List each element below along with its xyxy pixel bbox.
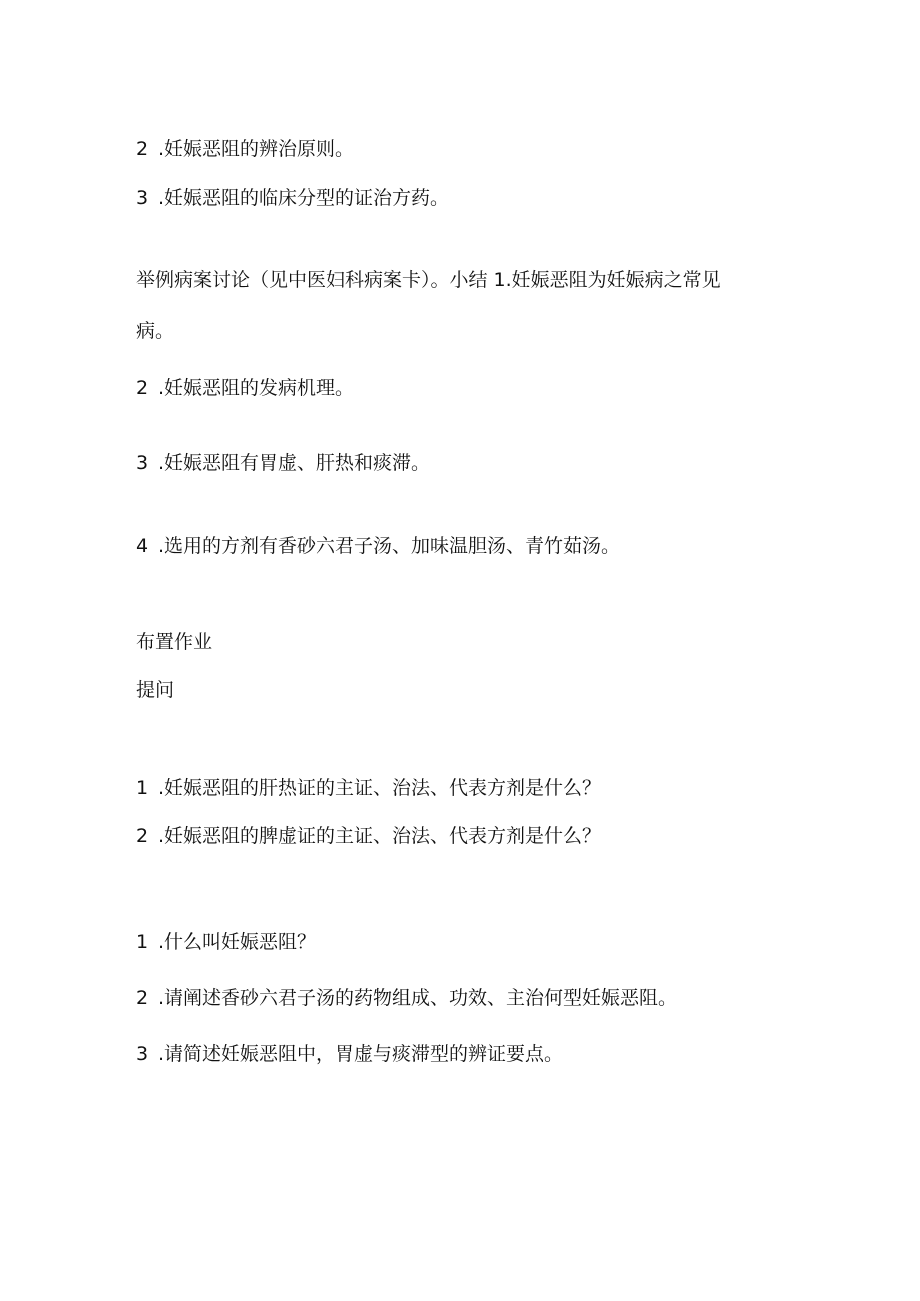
item-number: 2 <box>136 987 149 1009</box>
item-text: .妊娠恶阻的临床分型的证治方药。 <box>158 187 450 209</box>
review-item-2 <box>136 136 354 162</box>
item-number: 4 <box>136 535 149 557</box>
item-text: .请简述妊娠恶阻中，胃虚与痰滞型的辨证要点。 <box>158 1043 564 1065</box>
question-heading: 提问 <box>136 679 175 701</box>
paragraph-text: 病。 <box>136 320 175 342</box>
item-text: .妊娠恶阻有胃虚、肝热和痰滞。 <box>158 452 431 474</box>
item-text: .妊娠恶阻的肝热证的主证、治法、代表方剂是什么？ <box>158 777 602 799</box>
item-text: .妊娠恶阻的发病机理。 <box>158 377 355 399</box>
item-number: 3 <box>136 1043 149 1065</box>
item-text: .选用的方剂有香砂六君子汤、加味温胆汤、青竹茹汤。 <box>158 535 621 557</box>
question-item-1 <box>136 775 601 801</box>
case-paragraph-line-2 <box>136 318 174 344</box>
case-paragraph-line-1 <box>136 267 721 293</box>
item-number: 2 <box>136 377 149 399</box>
item-number: 3 <box>136 452 149 474</box>
exercise-item-2 <box>136 985 677 1011</box>
item-number: 1 <box>136 777 149 799</box>
item-text: .请阐述香砂六君子汤的药物组成、功效、主治何型妊娠恶阻。 <box>158 987 678 1009</box>
review-item-3 <box>136 185 449 211</box>
paragraph-text: 举例病案讨论（见中医妇科病案卡）。小结 1.妊娠恶阻为妊娠病之常见 <box>136 269 721 291</box>
item-number: 2 <box>136 825 149 847</box>
homework-heading: 布置作业 <box>136 631 213 653</box>
item-number: 3 <box>136 187 149 209</box>
summary-item-2 <box>136 375 354 401</box>
summary-item-3 <box>136 450 430 476</box>
summary-item-4 <box>136 533 620 559</box>
item-text: .妊娠恶阻的脾虚证的主证、治法、代表方剂是什么？ <box>158 825 602 847</box>
item-number: 1 <box>136 931 149 953</box>
item-text: .什么叫妊娠恶阻？ <box>158 931 317 953</box>
exercise-item-1 <box>136 929 316 955</box>
exercise-item-3 <box>136 1041 563 1067</box>
item-text: .妊娠恶阻的辨治原则。 <box>158 138 355 160</box>
item-number: 2 <box>136 138 149 160</box>
question-item-2 <box>136 823 601 849</box>
